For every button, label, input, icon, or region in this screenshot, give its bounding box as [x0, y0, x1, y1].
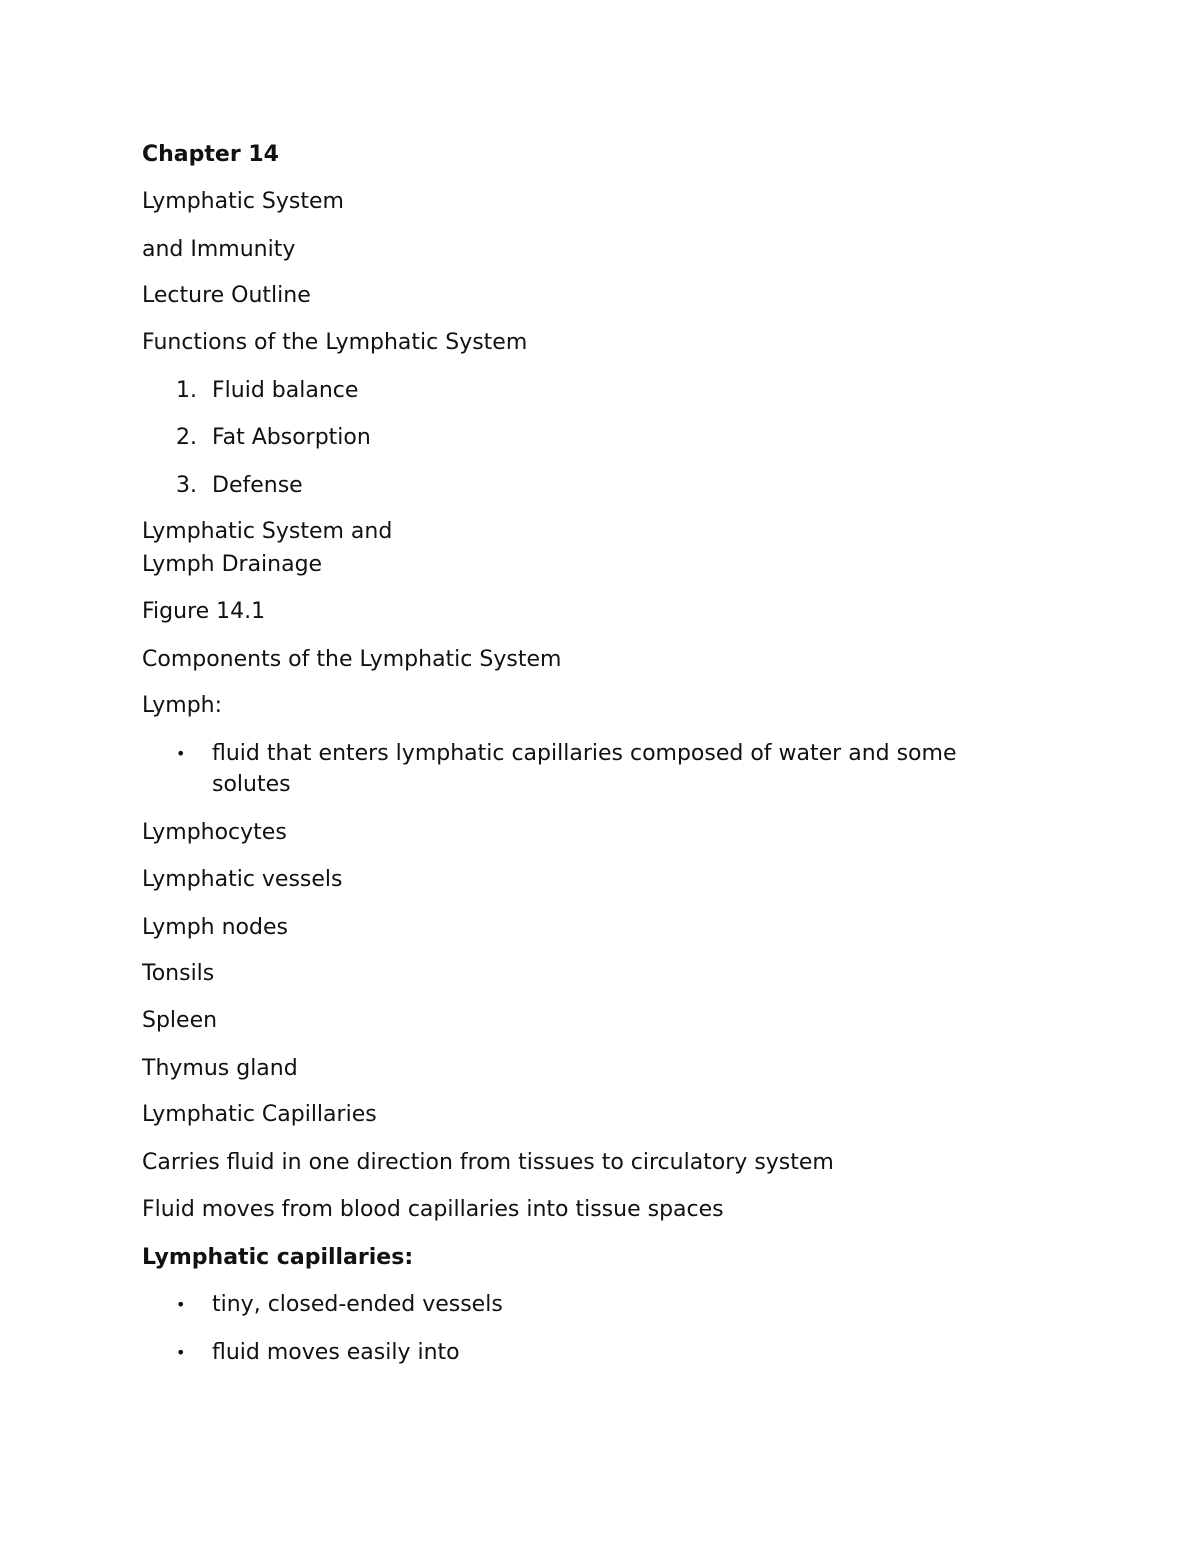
- drainage-heading-line-2: Lymph Drainage: [142, 552, 323, 577]
- list-marker: 2.: [176, 425, 197, 450]
- component-spleen: Spleen: [142, 1008, 218, 1033]
- capillaries-bullet-fluid-moves: fluid moves easily into: [212, 1340, 460, 1365]
- capillaries-label: Lymphatic capillaries:: [142, 1245, 414, 1270]
- components-heading: Components of the Lymphatic System: [142, 647, 562, 672]
- capillaries-heading: Lymphatic Capillaries: [142, 1102, 377, 1127]
- component-lymph-nodes: Lymph nodes: [142, 915, 288, 940]
- function-item-defense: Defense: [212, 473, 303, 498]
- lymph-definition-line-1: fluid that enters lymphatic capillaries composed of water and some: [212, 741, 957, 766]
- list-marker: 3.: [176, 473, 197, 498]
- drainage-heading-line-1: Lymphatic System and: [142, 519, 393, 544]
- component-thymus-gland: Thymus gland: [142, 1056, 298, 1081]
- lecture-subtitle: Lecture Outline: [142, 283, 311, 308]
- component-lymphatic-vessels: Lymphatic vessels: [142, 867, 343, 892]
- bullet-marker: •: [176, 744, 186, 763]
- bullet-marker: •: [176, 1343, 186, 1362]
- figure-reference: Figure 14.1: [142, 599, 266, 624]
- title-line-1: Lymphatic System: [142, 189, 344, 214]
- list-marker: 1.: [176, 378, 197, 403]
- lymph-definition-line-2: solutes: [212, 772, 291, 797]
- lymph-label: Lymph:: [142, 693, 223, 718]
- title-line-2: and Immunity: [142, 237, 296, 262]
- functions-heading: Functions of the Lymphatic System: [142, 330, 528, 355]
- function-item-fat-absorption: Fat Absorption: [212, 425, 371, 450]
- component-lymphocytes: Lymphocytes: [142, 820, 287, 845]
- capillaries-line-1: Carries fluid in one direction from tissues to circulatory system: [142, 1150, 834, 1175]
- capillaries-bullet-closed-ended: tiny, closed-ended vessels: [212, 1292, 503, 1317]
- capillaries-line-2: Fluid moves from blood capillaries into tissue spaces: [142, 1197, 724, 1222]
- component-tonsils: Tonsils: [142, 961, 215, 986]
- bullet-marker: •: [176, 1295, 186, 1314]
- function-item-fluid-balance: Fluid balance: [212, 378, 359, 403]
- chapter-title: Chapter 14: [142, 142, 279, 167]
